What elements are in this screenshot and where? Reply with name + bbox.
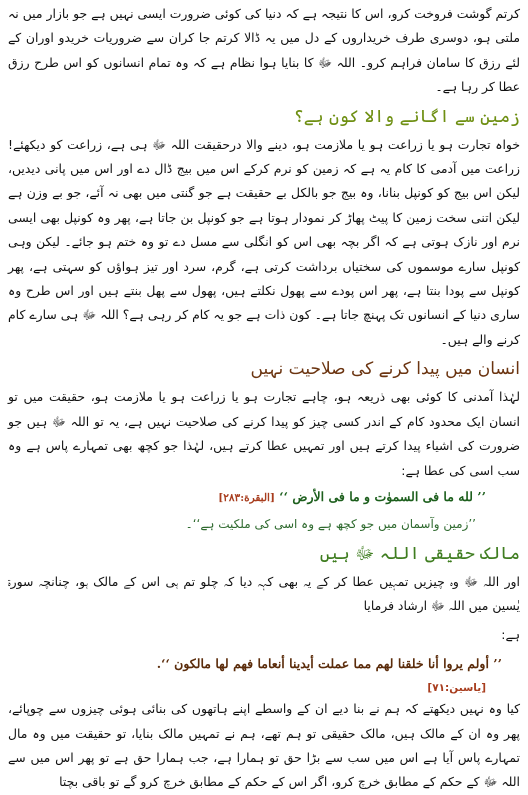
quran-quote-baqarah: [8, 484, 486, 511]
quran-reference: [البقرة:٢٨٣]: [218, 491, 275, 504]
quote-translation: ’’زمین وآسمان میں جو کچھ ہے وہ اسی کی ملکیت ہے‘‘۔: [185, 516, 476, 531]
paragraph-livestock: کیا وہ نہیں دیکھتے کہ ہم نے بنا دیے ان کے واسطے اپنے ہاتھوں کی بنائی ہوئی چیزوں سے چوپائے، پھر وہ ان کے مالک ہیں، مالک حقیقی تو ہم تھے، ہم نے تمہیں مالک بنایا، تو حقیقت میں وہ مال تمہارے پاس آیا ہے اس میں سب سے بڑا حق تو ہمارا ہے، جب ہمارا حق ہے تو پھر اس میں سے اللہ ﷻ کے حکم کے مطابق خرچ کرو، اگر اس کے حکم کے مطابق خرچ کرو گے تو باقی بچتا: [8, 701, 520, 790]
heading-who-grows: زمین سے اگانے والا کون ہے؟: [293, 106, 520, 127]
paragraph-ownership: اور اللہ ﷻ وہ چیزیں تمہیں عطا کر کے یہ بھی کہہ دیا کہ چلو تم ہی اس کے مالک ہو، چنانچہ سورۃ یٰسین میں اللہ ﷻ ارشاد فرمایا: [8, 573, 520, 614]
heading-no-creation-ability: انسان میں پیدا کرنے کی صلاحیت نہیں: [250, 359, 520, 380]
quran-reference-line: [8, 677, 486, 697]
paragraph-continuation: ہے:: [501, 626, 520, 642]
quran-quote-text: ’’ لله ما فى السموٰت و ما فى الأرض ‘‘: [279, 488, 486, 504]
paragraph-sources-income: لہٰذا آمدنی کا کوئی بھی ذریعہ ہو، چاہے تجارت ہو یا زراعت ہو یا ملازمت ہو، حقیقت میں تو انسان ایک محدود کام کے اندر کسی چیز کو پیدا کرنے کی صلاحیت نہیں ہے، یہ تو اللہ ﷻ ہیں جو ضرورت کی اشیاء پیدا کرتے ہیں اور تمہیں عطا کرتے ہیں، لہٰذا جو کچھ بھی تمہارے پاس ہے وہ سب اسی کی عطا ہے:: [8, 389, 520, 478]
paragraph-agriculture: خواہ تجارت ہو یا زراعت ہو یا ملازمت ہو، دینے والا درحقیقت اللہ ﷻ ہی ہے، زراعت کو دیکھئے! زراعت میں آدمی کا کام یہ ہے کہ زمین کو نرم کرکے اس میں بیج ڈال دے اور اس میں پانی دیدیں، لیکن اس بیج کو کونپل بنانا، وہ بیج جو بالکل بے حقیقت ہے جو گنتی میں بھی نہ آئے، جو بے وزن ہے لیکن اتنی سخت زمین کا پیٹ پھاڑ کر نمودار ہوتا ہے جو کونپل بن جاتا ہے، پھر وہ کونپل بھی ایسی نرم اور نازک ہوتی ہے کہ اگر بچہ بھی اس کو انگلی سے مسل دے تو وہ ختم ہو جائے۔ لیکن وہی کونپل سارے موسموں کی سختیاں برداشت کرتی ہے، گرم، سرد اور تیز ہواؤں کو سہتی ہے، پھر کونپل سے پودا بنتا ہے، پھر اس پودے سے پھول نکلتے ہیں، پھول سے پھل بنتے ہیں اور اس طرح وہ ساری دنیا کے انسانوں تک پہنچ جاتا ہے۔ کون ذات ہے جو یہ کام کر رہی ہے؟ اللہ ﷻ ہی سارے کام کرنے والے ہیں۔: [8, 136, 520, 347]
paragraph-rizq-system: کرتم گوشت فروخت کرو، اس کا نتیجہ ہے کہ دنیا کی کوئی ضرورت ایسی نہیں ہے جو بازار میں نہ ملتی ہو، دوسری طرف خریداروں کے دل میں یہ ڈالا کرتم جا کران سے ضروریات خریدو اوران کے لئے رزق کا سامان فراہم کرو۔ اللہ ﷻ کا بنایا ہوا نظام ہے کہ وہ تمام انسانوں کو اس طرح رزق عطا کر رہا ہے۔: [8, 6, 520, 95]
quran-reference: [یاسین:٧١]: [427, 682, 486, 695]
quran-quote-yasin: ’’ أولم يروا أنا خلقنا لهم مما عملت أيدينا أنعاما فهم لها مالكون ‘‘.: [156, 656, 502, 672]
heading-true-owner: مالک حقیقی اللہ ﷻ ہیں: [319, 543, 520, 564]
